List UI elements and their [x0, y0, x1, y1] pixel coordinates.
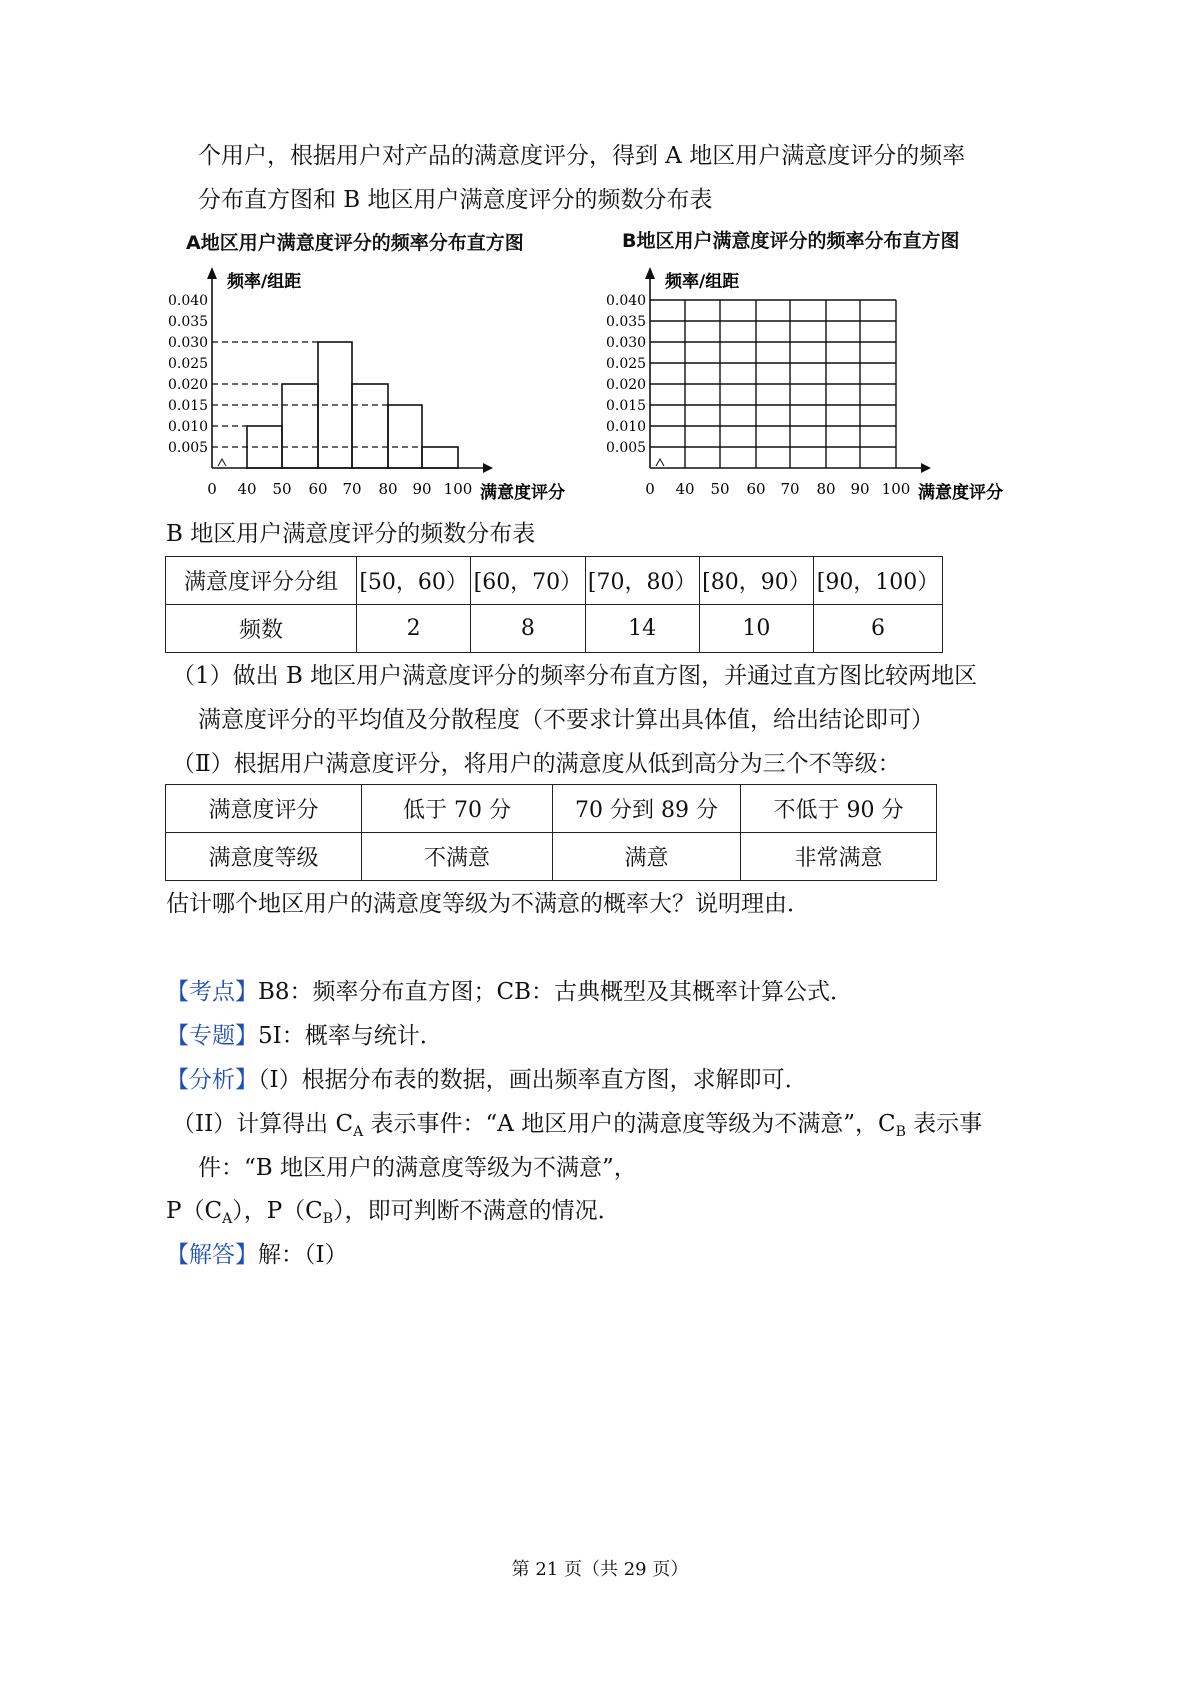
intro-line-1: 个用户，根据用户对产品的满意度评分，得到 A 地区用户满意度评分的频率 [198, 143, 966, 169]
q1-line-1: （1）做出 B 地区用户满意度评分的频率分布直方图，并通过直方图比较两地区 [172, 663, 978, 689]
chart-b-title: B地区用户满意度评分的频率分布直方图 [622, 230, 960, 252]
table-cell: 频数 [166, 605, 357, 653]
table-cell: 低于 70 分 [362, 785, 553, 833]
table-cell: [60，70） [471, 557, 585, 605]
table-cell: [50，60） [357, 557, 471, 605]
y-tick-label: 0.010 [168, 419, 209, 435]
histogram-bar [422, 447, 458, 468]
table-cell: 8 [471, 605, 585, 653]
x-tick-label: 40 [237, 480, 257, 498]
table-cell: 满意度评分 [166, 785, 362, 833]
x-tick-label: 0 [645, 480, 655, 498]
subscript: B [322, 1211, 334, 1227]
jieda-tag: 【解答】 [166, 1242, 258, 1268]
fenxi-line [166, 1065, 808, 1095]
analysis-text: 表示事件：“A 地区用户的满意度等级为不满意”，C [363, 1111, 896, 1137]
y-tick-label: 0.035 [168, 314, 209, 330]
y-tick-label: 0.015 [168, 398, 209, 414]
table-cell: 满意度评分分组 [166, 557, 357, 605]
x-tick-label: 80 [378, 480, 398, 498]
table-cell: 70 分到 89 分 [553, 785, 741, 833]
y-axis-label: 频率/组距 [665, 272, 740, 292]
y-tick-label: 0.040 [168, 293, 209, 309]
table-cell: 不满意 [362, 833, 553, 881]
x-tick-label: 70 [780, 480, 800, 498]
table-row [166, 605, 943, 653]
y-tick-label: 0.030 [606, 335, 647, 351]
y-tick-label: 0.005 [606, 440, 647, 456]
table-cell: 14 [585, 605, 699, 653]
analysis-text: （II）计算得出 C [172, 1111, 354, 1137]
x-axis-arrow [921, 463, 931, 473]
y-axis-arrow [645, 267, 655, 279]
x-tick-label: 100 [881, 480, 911, 498]
zhuanti-text: 5I：概率与统计． [258, 1023, 443, 1049]
q2-line-1: （Ⅱ）根据用户满意度评分，将用户的满意度从低到高分为三个不等级： [172, 751, 901, 777]
satisfaction-level-table [165, 784, 937, 881]
x-tick-label: 70 [342, 480, 362, 498]
y-tick-label: 0.025 [168, 356, 209, 372]
table-row [166, 785, 937, 833]
kaodian-text: B8：频率分布直方图；CB：古典概型及其概率计算公式． [258, 979, 854, 1005]
kaodian-tag: 【考点】 [166, 979, 258, 1005]
table-cell: 10 [699, 605, 813, 653]
analysis-text: P（C [166, 1198, 223, 1224]
y-tick-label: 0.030 [168, 335, 209, 351]
table-cell: 非常满意 [741, 833, 937, 881]
analysis-ii-line-1 [172, 1109, 982, 1147]
kaodian-line [166, 977, 853, 1007]
x-tick-label: 100 [443, 480, 473, 498]
subscript: A [353, 1124, 364, 1140]
probability-line [166, 1196, 621, 1234]
analysis-text: 表示事 [905, 1111, 983, 1137]
x-tick-label: 60 [308, 480, 328, 498]
y-tick-label: 0.035 [606, 314, 647, 330]
zhuanti-tag: 【专题】 [166, 1023, 258, 1049]
fenxi-text: （I）根据分布表的数据，画出频率直方图，求解即可． [258, 1067, 808, 1093]
y-tick-label: 0.020 [168, 377, 209, 393]
page-footer: 第 21 页（共 29 页） [511, 1559, 689, 1580]
zhuanti-line [166, 1021, 443, 1051]
table-cell: 满意 [553, 833, 741, 881]
table-row [166, 557, 943, 605]
x-tick-label: 80 [816, 480, 836, 498]
q2-end: 估计哪个地区用户的满意度等级为不满意的概率大？说明理由． [166, 891, 810, 917]
x-axis-arrow [483, 463, 493, 473]
y-tick-label: 0.010 [606, 419, 647, 435]
axis-break-mark [656, 459, 664, 466]
x-tick-label: 50 [272, 480, 292, 498]
y-axis-label: 频率/组距 [227, 272, 302, 292]
axis-break-mark [218, 459, 226, 466]
x-axis-label: 满意度评分 [480, 483, 565, 503]
analysis-text: ），即可判断不满意的情况． [333, 1198, 621, 1224]
x-tick-label: 50 [710, 480, 730, 498]
table-cell: [70，80） [585, 557, 699, 605]
intro-line-2: 分布直方图和 B 地区用户满意度评分的频数分布表 [198, 187, 713, 213]
y-tick-label: 0.025 [606, 356, 647, 372]
x-axis-label: 满意度评分 [918, 483, 1003, 503]
y-tick-label: 0.015 [606, 398, 647, 414]
table-cell: 6 [814, 605, 943, 653]
histogram-bar [352, 384, 388, 468]
analysis-text: ），P（C [232, 1198, 323, 1224]
q1-line-2: 满意度评分的平均值及分散程度（不要求计算出具体值，给出结论即可） [198, 707, 934, 733]
table-cell: 满意度等级 [166, 833, 362, 881]
chart-a-title: A地区用户满意度评分的频率分布直方图 [186, 232, 524, 254]
table-row [166, 833, 937, 881]
jieda-line [166, 1240, 348, 1270]
y-tick-label: 0.040 [606, 293, 647, 309]
table-cell: 不低于 90 分 [741, 785, 937, 833]
x-tick-label: 0 [207, 480, 217, 498]
x-tick-label: 90 [412, 480, 432, 498]
y-tick-label: 0.020 [606, 377, 647, 393]
chart-b [598, 255, 1018, 517]
chart-a [160, 255, 580, 517]
histogram-bar [282, 384, 318, 468]
x-tick-label: 40 [675, 480, 695, 498]
table1-caption: B 地区用户满意度评分的频数分布表 [166, 521, 536, 547]
histogram-bar [388, 405, 422, 468]
analysis-ii-line-2: 件：“B 地区用户的满意度等级为不满意”， [198, 1155, 637, 1181]
jieda-text: 解：（Ⅰ） [258, 1242, 348, 1268]
y-axis-arrow [207, 267, 217, 279]
x-tick-label: 90 [850, 480, 870, 498]
x-tick-label: 60 [746, 480, 766, 498]
table-cell: [90，100） [814, 557, 943, 605]
subscript: B [895, 1124, 906, 1140]
subscript: A [222, 1211, 233, 1227]
fenxi-tag: 【分析】 [166, 1067, 258, 1093]
table-cell: 2 [357, 605, 471, 653]
frequency-table [165, 556, 943, 653]
table-cell: [80，90） [699, 557, 813, 605]
y-tick-label: 0.005 [168, 440, 209, 456]
